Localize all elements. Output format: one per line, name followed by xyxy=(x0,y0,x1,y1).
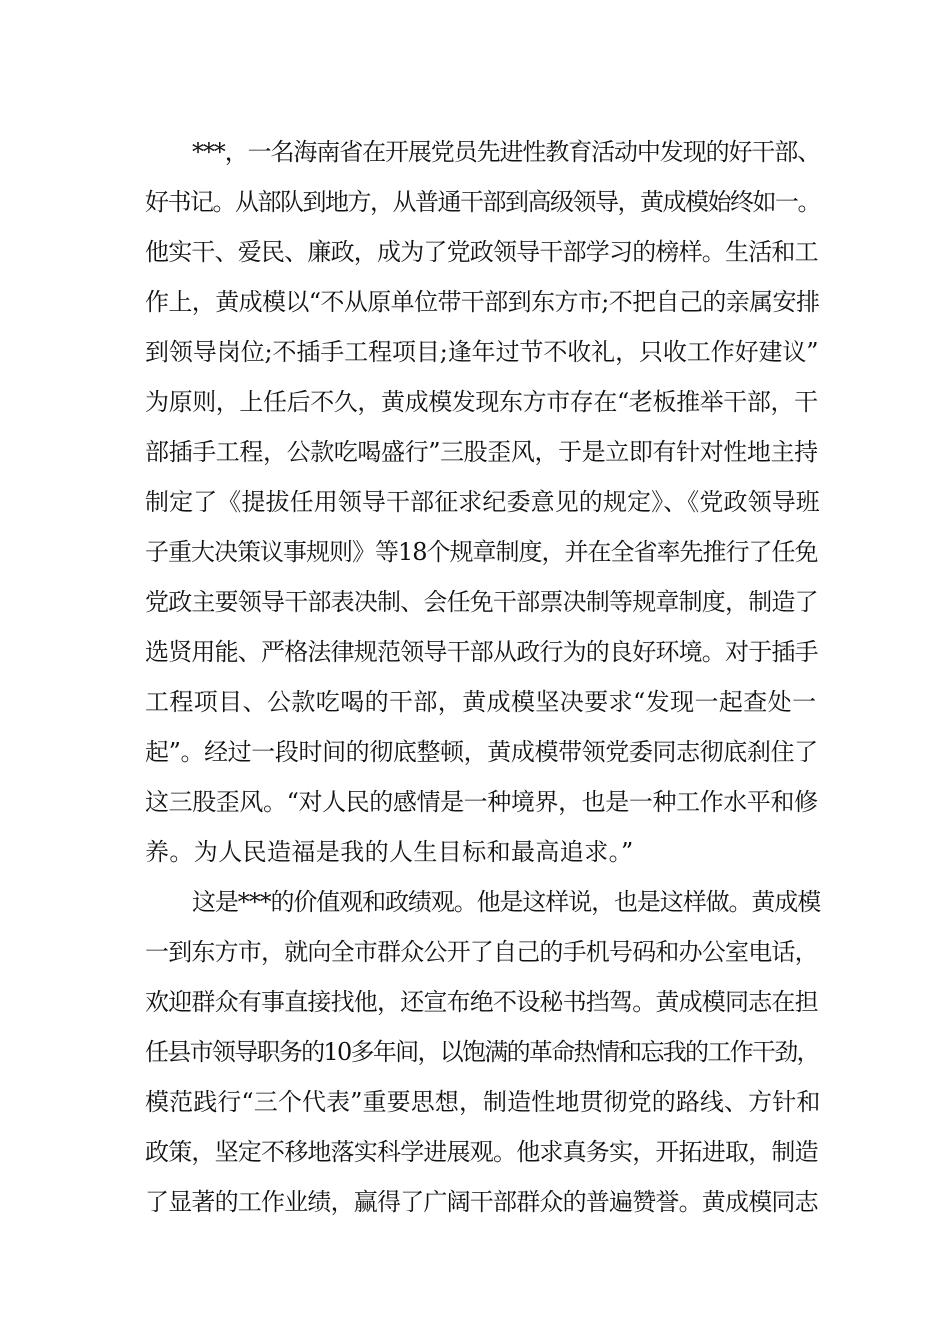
paragraph-1-line-8: 制定了《提拔任用领导干部征求纪委意见的规定》、《党政领导班 xyxy=(145,488,820,516)
paragraph-2-line-5: 模范践行“三个代表”重要思想，制造性地贯彻党的路线、方针和 xyxy=(145,1088,821,1116)
paragraph-2-line-7: 了显著的工作业绩，赢得了广阔干部群众的普遍赞誉。黄成模同志 xyxy=(145,1188,818,1216)
paragraph-1-line-1: ***，一名海南省在开展党员先进性教育活动中发现的好干部、 xyxy=(192,138,821,166)
paragraph-2-line-3: 欢迎群众有事直接找他，还宣布绝不设秘书挡驾。黄成模同志在担 xyxy=(145,988,818,1016)
paragraph-1-line-10: 党政主要领导干部表决制、会任免干部票决制等规章制度，制造了 xyxy=(145,588,818,616)
paragraph-1-line-7: 部插手工程，公款吃喝盛行”三股歪风，于是立即有针对性地主持 xyxy=(145,438,818,466)
paragraph-1-line-9: 子重大决策议事规则》等18个规章制度，并在全省率先推行了任免 xyxy=(145,538,818,566)
paragraph-2-line-4: 任县市领导职务的10多年间，以饱满的革命热情和忘我的工作干劲， xyxy=(145,1038,819,1066)
paragraph-1-line-12: 工程项目、公款吃喝的干部，黄成模坚决要求“发现一起查处一 xyxy=(145,688,817,716)
paragraph-2-line-6: 政策，坚定不移地落实科学进展观。他求真务实，开拓进取，制造 xyxy=(145,1138,818,1166)
paragraph-2-line-1: 这是***的价值观和政绩观。他是这样说，也是这样做。黄成模 xyxy=(192,888,821,916)
paragraph-1-line-6: 为原则，上任后不久，黄成模发现东方市存在“老板推举干部，干 xyxy=(145,388,818,416)
paragraph-2-line-2: 一到东方市，就向全市群众公开了自己的手机号码和办公室电话， xyxy=(145,938,818,966)
paragraph-1-line-14: 这三股歪风。“对人民的感情是一种境界，也是一种工作水平和修 xyxy=(145,788,818,816)
paragraph-1-line-4: 作上，黄成模以“不从原单位带干部到东方市;不把自己的亲属安排 xyxy=(145,288,820,316)
paragraph-1-line-2: 好书记。从部队到地方，从普通干部到高级领导，黄成模始终如一。 xyxy=(145,188,820,216)
paragraph-1-line-3: 他实干、爱民、廉政，成为了党政领导干部学习的榜样。生活和工 xyxy=(145,238,818,266)
paragraph-1-line-13: 起”。经过一段时间的彻底整顿，黄成模带领党委同志彻底刹住了 xyxy=(145,738,818,766)
paragraph-1-line-11: 选贤用能、严格法律规范领导干部从政行为的良好环境。对于插手 xyxy=(145,638,818,666)
paragraph-1-line-5: 到领导岗位;不插手工程项目;逢年过节不收礼，只收工作好建议” xyxy=(145,338,819,366)
paragraph-1-line-15: 养。为人民造福是我的人生目标和最高追求。” xyxy=(145,838,634,866)
